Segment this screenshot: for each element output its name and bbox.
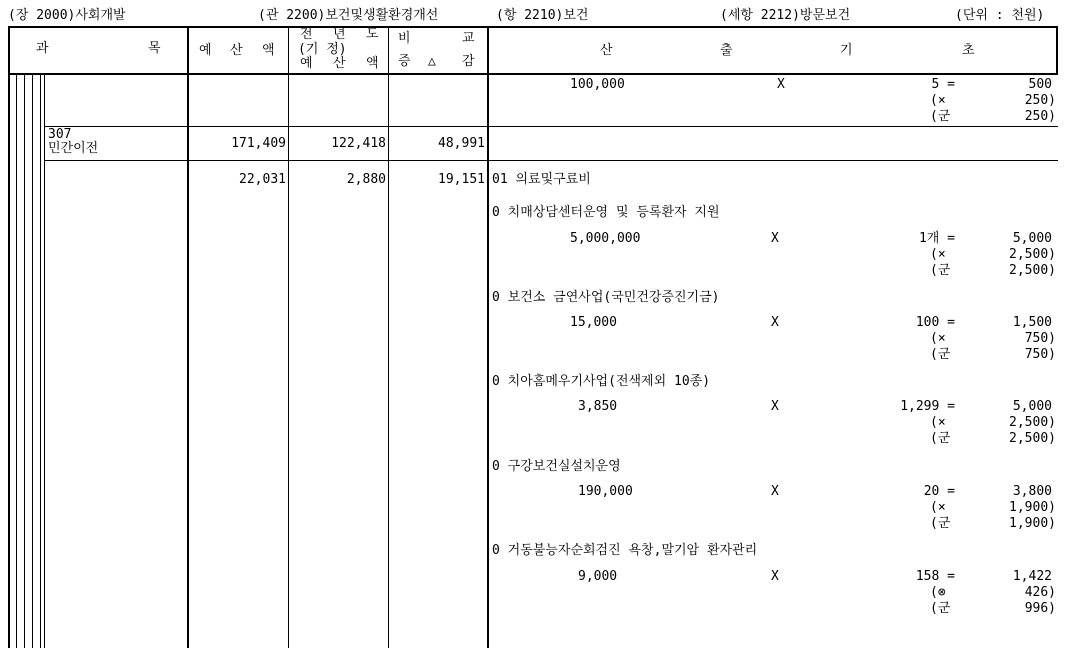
item01-budget: 22,031 [239,172,286,187]
header-cmp-2b: △ [428,54,436,69]
block1-sub2-label: (군 [930,109,951,124]
entry-sub2-value: 2,500) [1009,431,1056,446]
entry-total: 1,422 [1012,569,1052,584]
entry-sub2-label: (군 [930,347,951,362]
entry-title: 0 치아홈메우기사업(전색제외 10종) [492,374,711,389]
entry-unit-count: 20 = [923,484,955,499]
header-budget-1: 예 [199,43,212,58]
entry-unit-count: 1개 = [918,231,955,246]
entry-times: X [771,569,779,584]
item307-budget: 171,409 [231,136,286,151]
entry-sub2-value: 750) [1024,347,1056,362]
header-prev-1b: 년 [333,27,346,42]
entry-times: X [771,484,779,499]
item307-code: 307 [48,127,72,142]
level-line-3 [32,74,33,648]
item01-prev: 2,880 [346,172,386,187]
header-gwa: 과 [36,41,49,56]
header-prev-1c: 도 [366,27,379,42]
row-divider-2 [44,160,1058,161]
block1-total: 500 [1028,77,1052,92]
header-prev-3a: 예 [300,56,313,71]
entry-unit-count: 100 = [915,315,955,330]
level-line-5 [44,74,45,648]
header-bottom-border [8,73,1058,75]
block1-sub1-label: (× [930,93,946,108]
entry-sub1-value: 750) [1024,331,1056,346]
level-line-1 [16,74,17,648]
entry-sub1-label: (× [930,500,946,515]
header-budget-2: 산 [230,43,243,58]
entry-total: 3,800 [1012,484,1052,499]
entry-times: X [771,399,779,414]
entry-sub1-value: 426) [1024,585,1056,600]
entry-title: 0 보건소 금연사업(국민건강증진기금) [492,290,720,305]
block1-sub1-value: 250) [1024,93,1056,108]
entry-qty: 5,000,000 [570,231,641,246]
header-basis-4: 초 [962,43,975,58]
header-prev-3b: 산 [333,56,346,71]
header-basis-3: 기 [840,43,853,58]
entry-qty: 190,000 [578,484,633,499]
entry-sub1-label: (× [930,415,946,430]
level-line-4 [40,74,41,648]
entry-total: 1,500 [1012,315,1052,330]
entry-sub1-value: 2,500) [1009,415,1056,430]
item307-name: 민간이전 [48,141,99,156]
header-cmp-1a: 비 [398,31,411,46]
entry-sub2-label: (군 [930,601,951,616]
header-cmp-1b: 교 [462,31,475,46]
entry-sub1-value: 1,900) [1009,500,1056,515]
sehang-label: (세항 2212)방문보건 [720,8,851,23]
gwan-label: (관 2200)보건및생활환경개선 [258,8,439,23]
entry-sub2-label: (군 [930,516,951,531]
entry-times: X [771,231,779,246]
entry-qty: 3,850 [578,399,618,414]
block1-qty: 100,000 [570,77,625,92]
entry-sub2-label: (군 [930,263,951,278]
level-line-2 [24,74,25,648]
right-border [1056,26,1058,74]
block1-unit-count: 5 = [931,77,955,92]
col-divider-cmp [388,26,389,648]
entry-sub1-value: 2,500) [1009,247,1056,262]
col-divider-basis [487,26,489,648]
item307-prev: 122,418 [331,136,386,151]
entry-title: 0 거동불능자순회검진 욕창,말기암 환자관리 [492,543,758,558]
header-cmp-2a: 증 [398,54,411,69]
header-prev-3c: 액 [366,56,379,71]
entry-sub1-label: (× [930,331,946,346]
entry-sub2-value: 2,500) [1009,263,1056,278]
header-cmp-2c: 감 [462,54,475,69]
entry-total: 5,000 [1012,231,1052,246]
entry-qty: 15,000 [570,315,617,330]
entry-sub2-label: (군 [930,431,951,446]
entry-sub1-label: (× [930,247,946,262]
entry-sub2-value: 1,900) [1009,516,1056,531]
col-divider-prev [288,26,289,648]
block1-times: X [777,77,785,92]
item307-diff: 48,991 [438,136,485,151]
entry-title: 0 치매상담센터운영 및 등록환자 지원 [492,205,720,220]
header-basis-1: 산 [600,43,613,58]
entry-unit-count: 158 = [915,569,955,584]
header-basis-2: 출 [720,43,733,58]
entry-times: X [771,315,779,330]
entry-sub2-value: 996) [1024,601,1056,616]
jang-label: (장 2000)사회개발 [8,8,126,23]
left-border [8,26,10,648]
hang-label: (항 2210)보건 [496,8,589,23]
block1-sub2-value: 250) [1024,109,1056,124]
header-prev-2: (기 정) [298,42,347,57]
unit-label: (단위 : 천원) [955,8,1045,23]
item01-title: 01 의료및구료비 [492,172,591,187]
item01-diff: 19,151 [438,172,485,187]
header-mok: 목 [148,41,161,56]
entry-sub1-label: (⊗ [930,585,946,600]
entry-qty: 9,000 [578,569,618,584]
entry-title: 0 구강보건실설치운영 [492,459,621,474]
col-divider-budget [187,26,189,648]
header-budget-3: 액 [262,43,275,58]
table-top-border [8,26,1058,28]
entry-unit-count: 1,299 = [900,399,955,414]
header-prev-1a: 전 [300,27,313,42]
entry-total: 5,000 [1012,399,1052,414]
row-divider-1 [44,126,1058,127]
